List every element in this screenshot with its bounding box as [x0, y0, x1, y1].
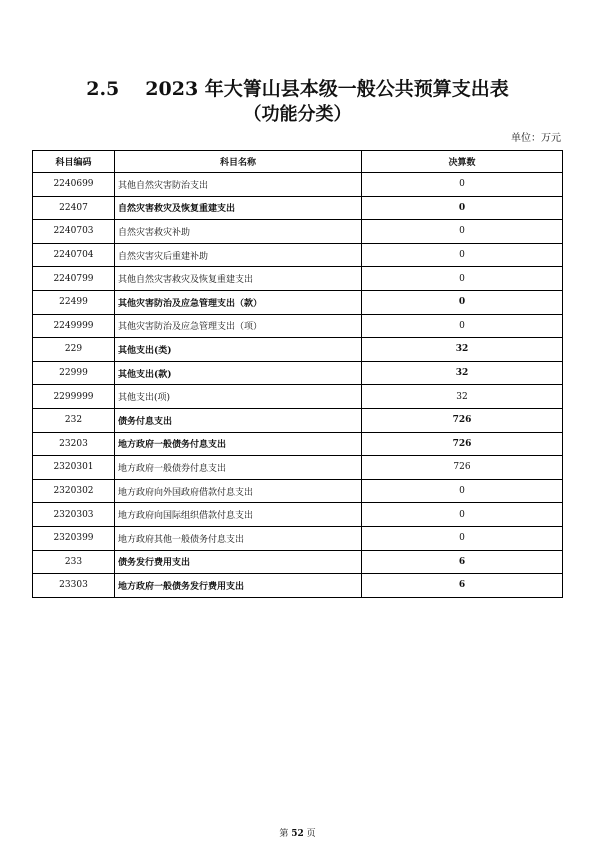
row-amount: 0: [362, 526, 563, 550]
row-code: 2240699: [33, 173, 115, 197]
row-amount: 0: [362, 290, 563, 314]
row-name: 其他支出(款): [115, 361, 362, 385]
row-amount: 6: [362, 574, 563, 598]
table-row: [33, 338, 563, 362]
row-amount: 0: [362, 314, 563, 338]
row-code: 2320301: [33, 456, 115, 480]
page-footer: [0, 828, 595, 840]
table-row: [33, 361, 563, 385]
row-code: 2240799: [33, 267, 115, 291]
header-code: 科目编码: [33, 151, 115, 173]
row-name: 自然灾害灾后重建补助: [115, 243, 362, 267]
table-row: [33, 479, 563, 503]
row-name: 其他支出(类): [115, 338, 362, 362]
row-code: 233: [33, 550, 115, 574]
row-amount: 726: [362, 432, 563, 456]
table-row: [33, 526, 563, 550]
header-amount: 决算数: [362, 151, 563, 173]
row-name: 地方政府一般债券付息支出: [115, 456, 362, 480]
row-code: 2320399: [33, 526, 115, 550]
row-name: 其他灾害防治及应急管理支出（款）: [115, 290, 362, 314]
table-row: [33, 267, 563, 291]
row-code: 2240704: [33, 243, 115, 267]
row-code: 2249999: [33, 314, 115, 338]
table-row: [33, 385, 563, 409]
table-row: [33, 550, 563, 574]
unit-label: 单位：万元: [511, 133, 561, 144]
row-amount: 32: [362, 361, 563, 385]
table-header-row: [33, 151, 563, 173]
table-row: [33, 173, 563, 197]
table-row: [33, 314, 563, 338]
row-amount: 726: [362, 456, 563, 480]
row-name: 自然灾害救灾及恢复重建支出: [115, 196, 362, 220]
row-amount: 32: [362, 338, 563, 362]
footer-suffix: 页: [306, 829, 316, 839]
table-row: [33, 574, 563, 598]
row-amount: 0: [362, 267, 563, 291]
row-amount: 0: [362, 479, 563, 503]
row-amount: 0: [362, 196, 563, 220]
row-name: 地方政府一般债务发行费用支出: [115, 574, 362, 598]
row-name: 地方政府向外国政府借款付息支出: [115, 479, 362, 503]
footer-prefix: 第: [279, 829, 289, 839]
row-code: 232: [33, 408, 115, 432]
row-amount: 726: [362, 408, 563, 432]
row-code: 23203: [33, 432, 115, 456]
title-text: 2023 年大箐山县本级一般公共预算支出表: [145, 78, 509, 100]
row-name: 地方政府向国际组织借款付息支出: [115, 503, 362, 527]
table-row: [33, 196, 563, 220]
row-amount: 0: [362, 173, 563, 197]
table-row: [33, 432, 563, 456]
row-amount: 6: [362, 550, 563, 574]
row-code: 2240703: [33, 220, 115, 244]
row-name: 债务发行费用支出: [115, 550, 362, 574]
page-title: [0, 77, 595, 101]
table-row: [33, 456, 563, 480]
row-code: 229: [33, 338, 115, 362]
header-name: 科目名称: [115, 151, 362, 173]
row-amount: 32: [362, 385, 563, 409]
row-code: 22499: [33, 290, 115, 314]
table-row: [33, 503, 563, 527]
row-name: 自然灾害救灾补助: [115, 220, 362, 244]
row-code: 22407: [33, 196, 115, 220]
table-body: [33, 173, 563, 598]
row-code: 2320302: [33, 479, 115, 503]
row-code: 22999: [33, 361, 115, 385]
budget-table: [32, 150, 563, 598]
table-row: [33, 408, 563, 432]
row-amount: 0: [362, 243, 563, 267]
row-code: 23303: [33, 574, 115, 598]
row-name: 其他自然灾害防治支出: [115, 173, 362, 197]
page-number: 52: [291, 829, 304, 839]
row-name: 其他支出(项): [115, 385, 362, 409]
row-code: 2320303: [33, 503, 115, 527]
row-amount: 0: [362, 503, 563, 527]
row-name: 其他自然灾害救灾及恢复重建支出: [115, 267, 362, 291]
row-amount: 0: [362, 220, 563, 244]
row-name: 其他灾害防治及应急管理支出（项）: [115, 314, 362, 338]
row-name: 地方政府一般债务付息支出: [115, 432, 362, 456]
table-row: [33, 290, 563, 314]
page-subtitle: （功能分类）: [243, 104, 352, 125]
table-row: [33, 243, 563, 267]
table-row: [33, 220, 563, 244]
row-code: 2299999: [33, 385, 115, 409]
row-name: 地方政府其他一般债务付息支出: [115, 526, 362, 550]
section-number: 2.5: [86, 78, 120, 100]
row-name: 债务付息支出: [115, 408, 362, 432]
